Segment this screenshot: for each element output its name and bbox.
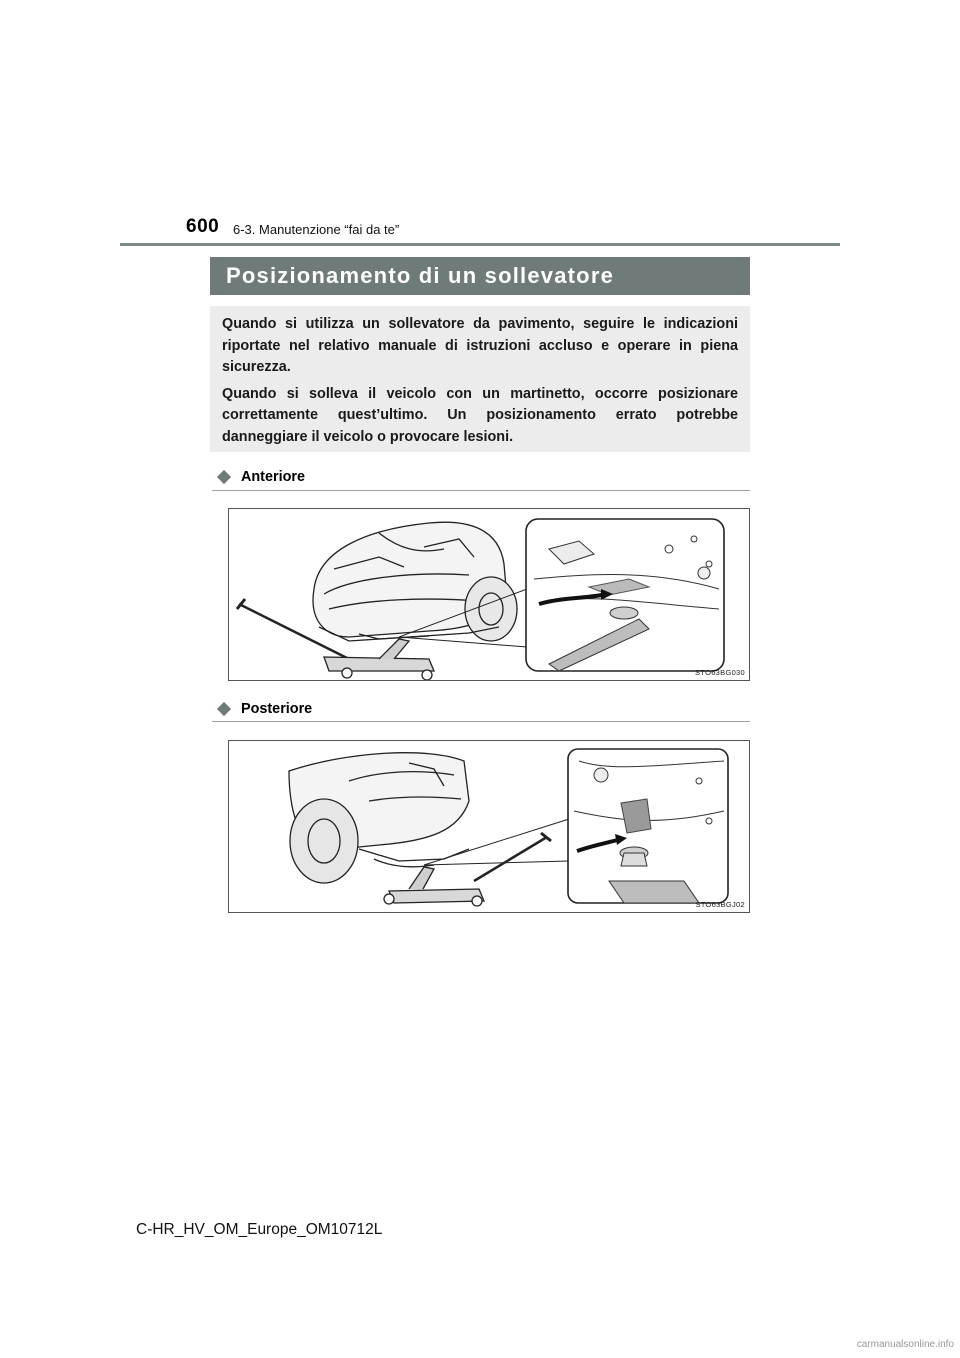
- intro-paragraph-1: Quando si utilizza un sollevatore da pavimento, seguire le indicazioni riportate nel relativo manuale di istruzioni accluso e operare in piena sicurezza.: [222, 316, 738, 375]
- figure-code-rear: STO63BGJ02: [695, 900, 745, 909]
- header-divider: [120, 243, 840, 246]
- section-divider-rear: [212, 721, 750, 722]
- title-bar: [210, 257, 750, 295]
- section-heading-rear: [218, 701, 312, 717]
- figure-code-front: STO63BG030: [695, 668, 745, 677]
- section-label-rear: Posteriore: [241, 701, 313, 717]
- intro-paragraph-2: Quando si solleva il veicolo con un martinetto, occorre posizionare correttamente quest’ultimo. Un posizionamento errato potrebbe danneggiare il veicolo o provocare lesioni.: [222, 385, 738, 445]
- section-heading-front: [218, 469, 305, 485]
- figure-front-jack-point: [228, 508, 750, 681]
- section-breadcrumb: 6-3. Manutenzione “fai da te”: [233, 222, 400, 237]
- figure-rear-jack-point: [228, 740, 750, 913]
- page-title: Posizionamento di un sollevatore: [226, 263, 615, 288]
- section-label-front: Anteriore: [241, 469, 305, 485]
- page-number: 600: [186, 216, 220, 237]
- document-code: C-HR_HV_OM_Europe_OM10712L: [136, 1221, 383, 1238]
- front-jack-illustration: [229, 509, 750, 681]
- watermark: carmanualsonline.info: [856, 1339, 954, 1350]
- section-divider-front: [212, 490, 750, 491]
- diamond-icon: [217, 470, 231, 484]
- intro-box: [210, 306, 750, 452]
- diamond-icon: [217, 702, 231, 716]
- rear-jack-illustration: [229, 741, 750, 913]
